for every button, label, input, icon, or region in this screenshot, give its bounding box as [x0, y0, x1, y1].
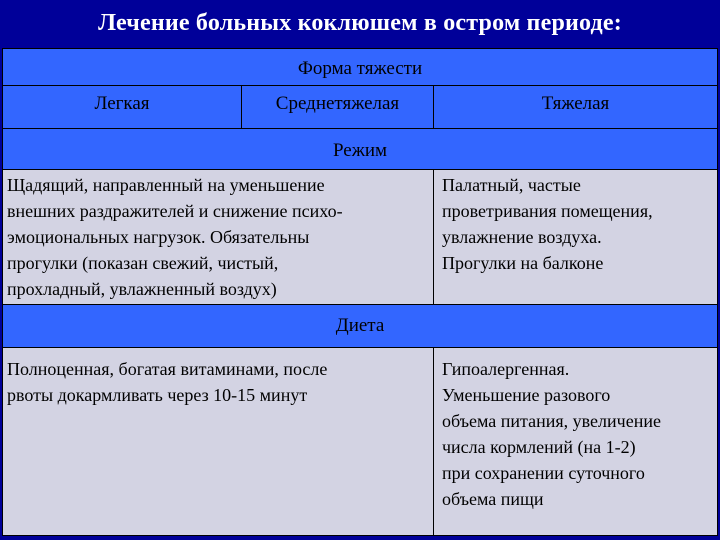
- slide-title: Лечение больных коклюшем в остром периоде:: [98, 10, 622, 36]
- text-line: при сохранении суточного: [442, 463, 645, 483]
- text-line: Палатный, частые: [442, 175, 581, 195]
- column-header-mild-label: Легкая: [94, 93, 150, 114]
- diet-severe-cell: [433, 347, 718, 536]
- severity-header: [2, 48, 718, 86]
- treatment-table: [2, 48, 718, 536]
- column-header-severe-label: Тяжелая: [541, 93, 610, 114]
- text-line: объема питания, увеличение: [442, 411, 661, 431]
- diet-mild-moderate-cell: [2, 347, 434, 536]
- text-line: Прогулки на балконе: [442, 253, 604, 273]
- text-line: рвоты докармливать через 10-15 минут: [7, 385, 308, 405]
- text-line: проветривания помещения,: [442, 201, 653, 221]
- text-line: эмоциональных нагрузок. Обязательны: [7, 227, 310, 247]
- text-line: прохладный, увлажненный воздух): [7, 279, 277, 299]
- column-header-mild: [2, 85, 242, 129]
- section-heading-regime: [2, 128, 718, 170]
- section-heading-diet-label: Диета: [335, 315, 385, 336]
- text-line: увлажнение воздуха.: [442, 227, 602, 247]
- text-line: внешних раздражителей и снижение психо-: [7, 201, 343, 221]
- text-line: Щадящий, направленный на уменьшение: [7, 175, 325, 195]
- section-heading-diet: [2, 304, 718, 348]
- text-line: объема пищи: [442, 489, 544, 509]
- text-line: прогулки (показан свежий, чистый,: [7, 253, 279, 273]
- text-line: Уменьшение разового: [442, 385, 611, 405]
- column-header-moderate: [241, 85, 434, 129]
- text-line: Полноценная, богатая витаминами, после: [7, 359, 328, 379]
- regime-mild-moderate-cell: [2, 169, 434, 305]
- text-line: числа кормлений (на 1-2): [442, 437, 636, 457]
- column-header-moderate-label: Среднетяжелая: [275, 93, 400, 114]
- regime-severe-cell: [433, 169, 718, 305]
- text-line: Гипоалергенная.: [442, 359, 570, 379]
- severity-header-label: Форма тяжести: [297, 58, 423, 79]
- column-header-severe: [433, 85, 718, 129]
- section-heading-regime-label: Режим: [332, 140, 388, 161]
